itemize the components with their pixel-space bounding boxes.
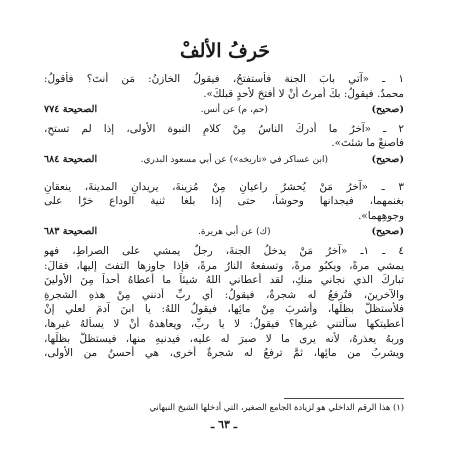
hadith-3-reference: (ك) عن أبي هريرة. [198, 227, 271, 238]
hadith-2-line-1: ٢ ـ «آخرُ ما أدركَ الناسُ مِنْ كلامِ النبوة الأولى، إذا لم تستحِ، [44, 122, 404, 135]
hadith-4-line-1: ٤ ـ ١ـ «آخرُ مَنْ يدخلُ الجنةَ، رجلٌ يمشي على الصراطِ، فهو [44, 244, 404, 257]
hadith-4-line-2: يمشي مرةً، ويكبُو مرةً، وتسفعهُ النارُ مرةً، فإذا جاوزها التفتَ إليها، فقالَ: [44, 259, 404, 272]
hadith-1-sahiha: الصحيحة ٧٧٤ [44, 104, 98, 116]
hadith-4-line-8: ويشربُ من مائِها، ثمَّ ترفعُ له شجرةٌ أخرى، هي أحسنُ من الأولى، [44, 347, 404, 360]
spacer [44, 172, 404, 180]
hadith-2-grade: (صحيح) [371, 153, 404, 165]
footnote: (١) هذا الرقم الداخلي هو لزيادة الجامع الصغير، التي أدخلها الشيخ النبهاني [149, 402, 404, 412]
hadith-3-sahiha: الصحيحة ٦٨٣ [44, 226, 98, 238]
hadith-1 [44, 72, 404, 118]
hadith-2-sahiha: الصحيحة ٦٨٤ [44, 153, 98, 165]
hadith-4-line-3: تباركَ الذي نجاني منكِ، لقد أعطاني اللهُ شيئاً ما أعطاهُ أحداً مِنَ الأولينَ [44, 274, 404, 287]
hadith-4-line-5: فلأستظلَّ بظلِّها، وأشربَ مِنْ مائِها، فيقولُ اللهُ: يا ابنَ آدمَ لعلي إنْ [44, 303, 404, 316]
hadith-1-source [44, 103, 404, 118]
hadith-3-grade: (صحيح) [371, 226, 404, 238]
hadith-3-line-3: وجوهِهما». [358, 209, 404, 222]
hadith-list [44, 72, 404, 361]
hadith-2-line-2: فاصنعْ ما شئتَ». [331, 137, 404, 150]
hadith-4-line-4: والآخرينَ، فتُرفعُ له شجرةٌ، فيقولُ: أي ربِّ أدنني مِنْ هذهِ الشجرةِ [44, 288, 404, 301]
page-title: حَرفُ الألفْ [179, 40, 271, 62]
hadith-4-line-7: وربهُ يعذرهُ، لأنه يرى ما لا صبرَ له عليه، فيدنيهِ منها، فيستظلُّ بظلِّها، [44, 332, 404, 345]
page-footer [44, 398, 404, 431]
hadith-1-reference: (حم، م) عن أنس. [200, 105, 268, 116]
hadith-1-line-2: محمدٌ. فيقولُ: بكَ أُمرتُ أنْ لا أفتحَ لأحدٍ قبلكَ». [203, 87, 404, 100]
hadith-4-line-6: أعطيتكها سألتني غيرها؟ فيقولُ: لا يا ربِّ، ويعاهدهُ أنْ لا يسألهُ غيرها، [44, 317, 404, 330]
hadith-3-source [44, 225, 404, 240]
footnote-divider [284, 398, 404, 399]
hadith-2-source [44, 153, 404, 168]
hadith-1-line-1: ١ ـ «آتي بابَ الجنة فأستفتحُ، فيقولُ الخازنُ: مَن أنتَ؟ فأقولُ: [44, 73, 404, 85]
hadith-3-line-2: بغنمهما، فيجدانها وحوشاً، حتى إذا بلغا ثنية الوداع خرّا على [44, 195, 404, 208]
page-number: ـ ٦٣ ـ [211, 418, 237, 431]
hadith-3 [44, 180, 404, 240]
hadith-2-reference: (ابن عساكر في «تاريخه») عن أبي مسعود البدري. [140, 154, 328, 165]
hadith-3-line-1: ٣ ـ «آخرُ مَنْ يُحشرُ راعيانِ مِنْ مُزينةَ، يريدانِ المدينةَ، ينعقانِ [44, 180, 404, 193]
hadith-1-grade: (صحيح) [371, 104, 404, 116]
hadith-4 [44, 244, 404, 361]
hadith-2 [44, 122, 404, 168]
